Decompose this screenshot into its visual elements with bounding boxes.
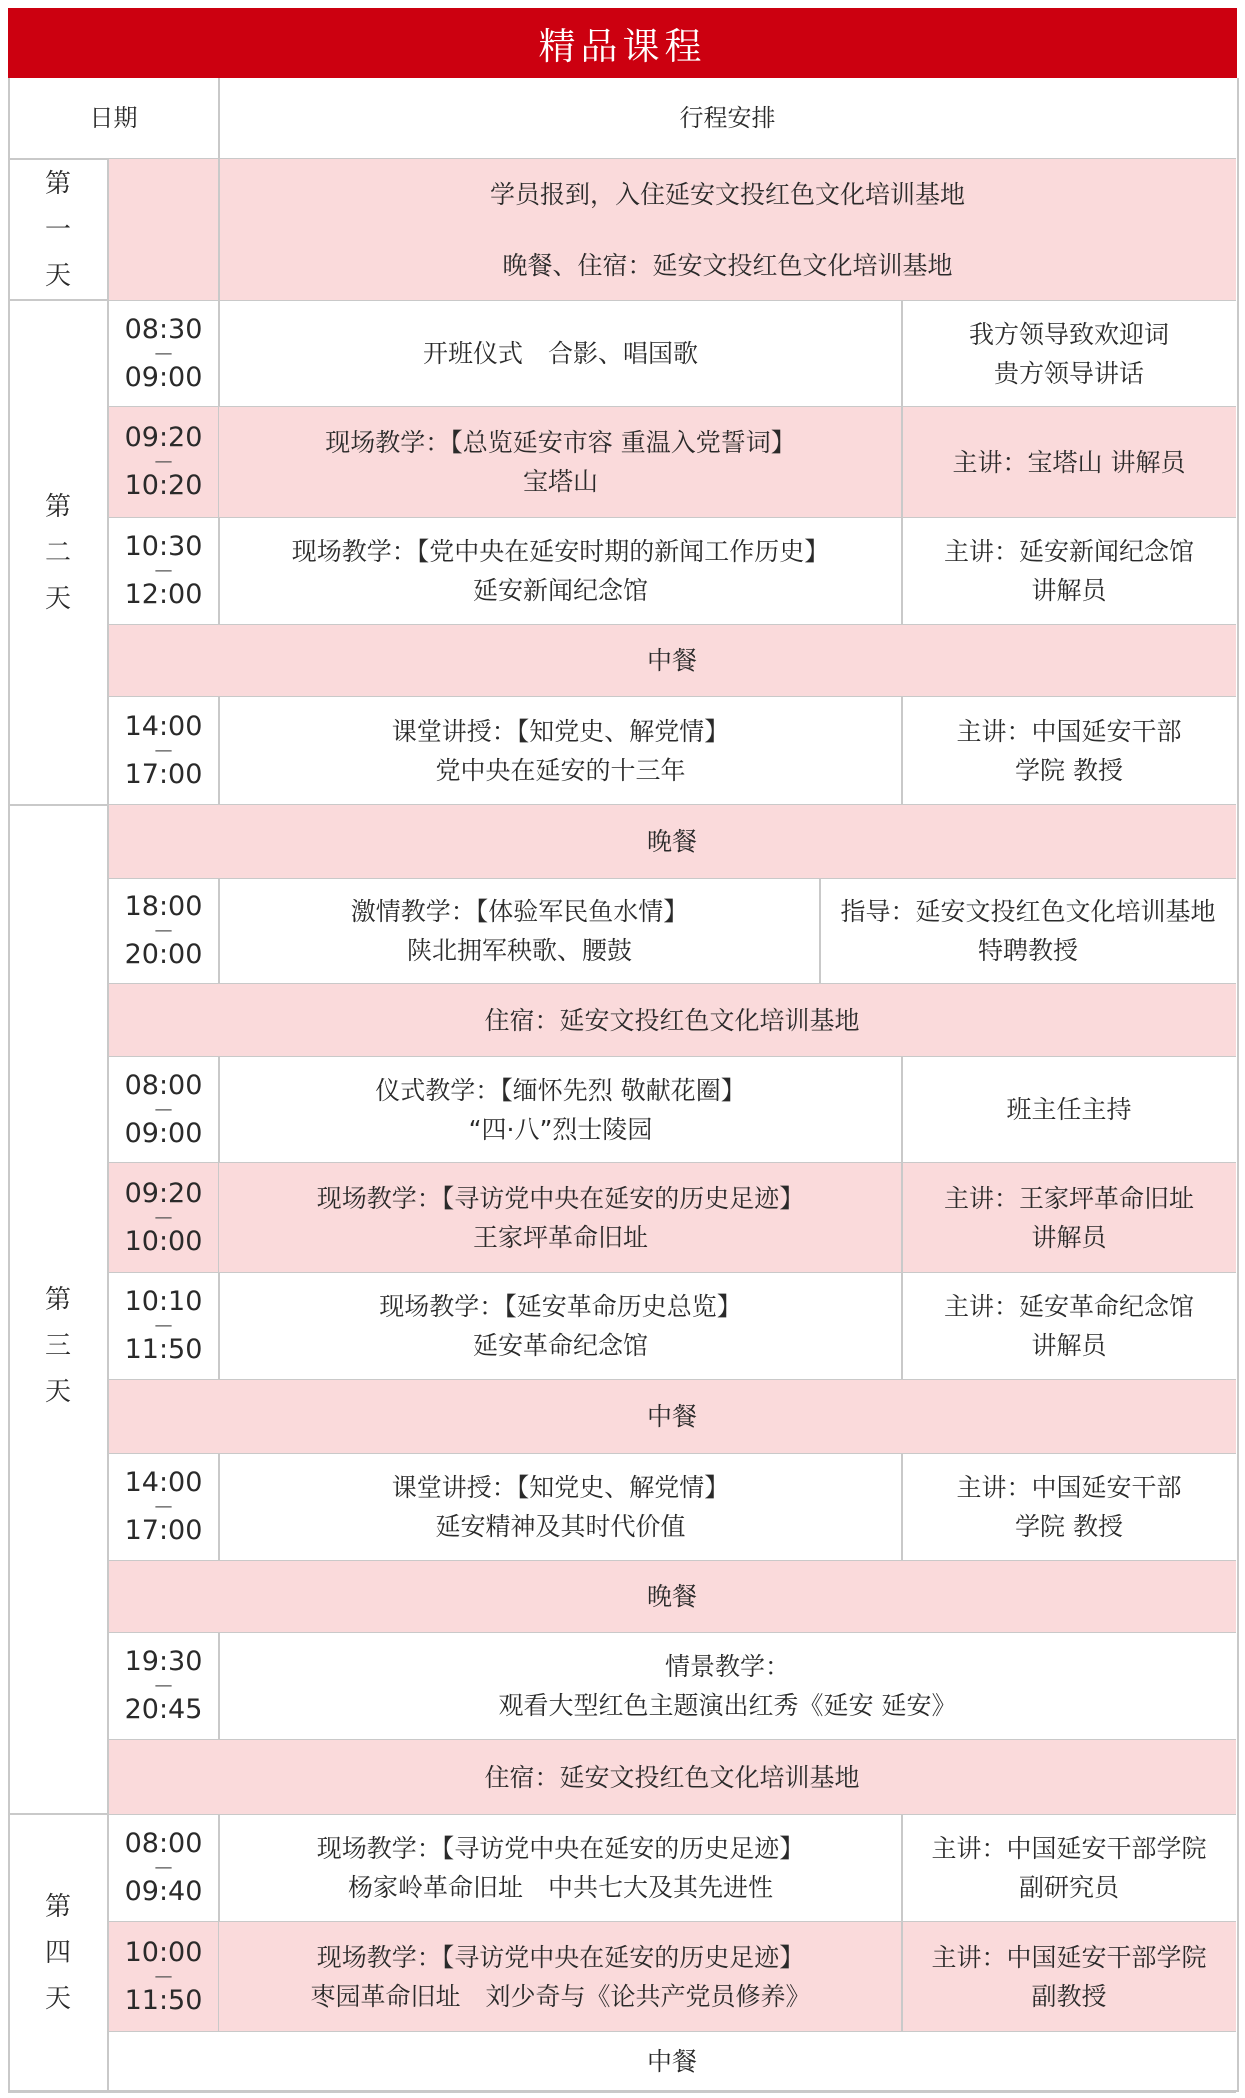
header-schedule-label: 行程安排	[679, 104, 776, 132]
grid-line	[107, 300, 109, 407]
grid-line	[901, 517, 903, 625]
activity-line: 住宿：延安文投红色文化培训基地	[484, 1005, 860, 1035]
speaker-line: 主讲：宝塔山 讲解员	[952, 447, 1186, 477]
time-line: —	[154, 342, 173, 364]
grid-line	[107, 984, 109, 1056]
activity-line: 延安新闻纪念馆	[472, 576, 648, 605]
time-cell	[108, 300, 219, 407]
grid-line	[107, 696, 109, 805]
grid-line	[107, 517, 109, 625]
speaker-cell	[902, 1453, 1236, 1561]
speaker-line: 指导：延安文投红色文化培训基地	[840, 897, 1216, 926]
grid-line	[107, 1272, 109, 1380]
time-cell	[108, 696, 219, 805]
grid-line	[107, 1814, 109, 1922]
time-line: 08:00	[124, 1828, 203, 1859]
day-label-char: 三	[44, 1331, 71, 1361]
time-line: 10:30	[124, 531, 203, 562]
activity-line: 现场教学：【寻访党中央在延安的历史足迹】	[316, 1183, 805, 1213]
time-line: 14:00	[124, 1467, 203, 1498]
grid-line	[218, 78, 220, 159]
activity-line: 现场教学：【总览延安市容 重温入党誓词】	[325, 428, 796, 457]
time-line: 09:20	[124, 422, 203, 453]
activity-line: 中餐	[646, 1402, 697, 1431]
activity-line: 观看大型红色主题演出红秀《延安 延安》	[498, 1691, 957, 1720]
day-label	[8, 300, 108, 805]
speaker-cell	[902, 407, 1236, 517]
grid-line	[901, 1453, 903, 1561]
speaker-line: 特聘教授	[977, 936, 1078, 965]
activity-line: 课堂讲授：【知党史、解党情】	[391, 716, 730, 746]
time-cell	[108, 1453, 219, 1561]
time-line: —	[154, 1098, 173, 1120]
grid-line	[218, 159, 220, 230]
speaker-cell	[902, 1163, 1236, 1272]
time-cell-empty	[108, 230, 219, 300]
speaker-line: 班主任主持	[1006, 1095, 1132, 1124]
speaker-line: 主讲：中国延安干部学院	[931, 1942, 1207, 1972]
time-cell	[108, 1163, 219, 1272]
grid-line	[901, 1163, 903, 1272]
speaker-cell	[902, 696, 1236, 805]
activity-line: 现场教学：【党中央在延安时期的新闻工作历史】	[291, 537, 830, 566]
time-line: 11:50	[124, 1984, 203, 2016]
day-label-char: 第	[44, 1285, 71, 1315]
activity-line: 课堂讲授：【知党史、解党情】	[391, 1473, 730, 1502]
speaker-line: 副研究员	[1018, 1873, 1119, 1902]
time-line: 08:00	[124, 1069, 203, 1101]
grid-line	[107, 1561, 109, 1632]
activity-line: 情景教学：	[664, 1652, 790, 1681]
grid-line	[901, 696, 903, 805]
day-label-char: 第	[44, 168, 71, 199]
activity-cell	[219, 1814, 902, 1922]
time-line: —	[154, 1965, 173, 1987]
speaker-cell	[902, 1922, 1236, 2031]
activity-cell	[219, 696, 902, 805]
grid-line	[107, 625, 109, 696]
activity-cell	[219, 1272, 902, 1380]
activity-line: “四·八”烈士陵园	[468, 1114, 653, 1144]
time-line: —	[154, 451, 173, 472]
time-line: 10:00	[124, 1225, 203, 1257]
activity-cell	[219, 1056, 902, 1163]
time-line: 09:40	[124, 1876, 203, 1907]
speaker-line: 学院 教授	[1015, 755, 1123, 785]
grid-line	[218, 230, 220, 300]
speaker-line: 副教授	[1031, 1981, 1107, 2011]
speaker-line: 讲解员	[1031, 576, 1107, 605]
activity-line: 中餐	[646, 2047, 697, 2076]
activity-cell	[219, 517, 902, 625]
time-line: —	[154, 1857, 173, 1878]
speaker-cell	[902, 300, 1236, 407]
time-line: —	[154, 1675, 173, 1696]
time-line: 10:10	[124, 1286, 203, 1317]
activity-line: 现场教学：【寻访党中央在延安的历史足迹】	[316, 1834, 805, 1863]
speaker-line: 我方领导致欢迎词	[968, 319, 1169, 349]
day-label-char: 第	[44, 1892, 71, 1922]
grid-line	[107, 1453, 109, 1561]
speaker-line: 主讲：中国延安干部	[956, 1473, 1182, 1502]
grid-line	[107, 1632, 109, 1740]
day-label-char: 天	[44, 260, 71, 291]
activity-cell	[219, 1632, 1236, 1740]
speaker-line: 学院 教授	[1015, 1512, 1123, 1541]
time-line: —	[154, 920, 173, 941]
time-line: 09:20	[124, 1177, 203, 1209]
grid-line	[107, 2031, 109, 2092]
header-date-label: 日期	[89, 104, 138, 132]
activity-cell	[219, 1163, 902, 1272]
time-line: 18:00	[124, 891, 203, 922]
speaker-line: 主讲：延安新闻纪念馆	[943, 537, 1194, 566]
activity-cell	[108, 1561, 1236, 1632]
page-title: 精品课程	[8, 8, 1237, 78]
activity-line: 陕北拥军秧歌、腰鼓	[406, 936, 632, 965]
grid-line	[901, 1272, 903, 1380]
activity-cell	[219, 878, 820, 984]
activity-line: 现场教学：【延安革命历史总览】	[379, 1292, 742, 1321]
time-line: 14:00	[124, 710, 203, 742]
activity-cell	[108, 1380, 1236, 1453]
time-cell	[108, 407, 219, 517]
activity-cell	[219, 407, 902, 517]
activity-cell	[108, 805, 1236, 878]
activity-line: 晚餐、住宿：延安文投红色文化培训基地	[502, 250, 953, 280]
activity-line: 开班仪式 合影、唱国歌	[422, 339, 698, 368]
activity-cell	[219, 230, 1236, 300]
time-cell	[108, 517, 219, 625]
grid-line	[107, 878, 109, 984]
time-cell	[108, 1272, 219, 1380]
speaker-line: 讲解员	[1031, 1331, 1107, 1360]
activity-cell	[219, 1453, 902, 1561]
grid-line	[107, 805, 109, 878]
speaker-line: 主讲：中国延安干部学院	[931, 1834, 1207, 1863]
activity-line: 中餐	[646, 646, 697, 675]
grid-line	[901, 300, 903, 407]
time-line: 20:00	[124, 939, 203, 970]
time-line: —	[154, 1206, 173, 1228]
time-line: —	[154, 1315, 173, 1336]
grid-line	[107, 1056, 109, 1163]
time-line: 10:00	[124, 1936, 203, 1968]
activity-line: 激情教学：【体验军民鱼水情】	[350, 897, 689, 926]
header-schedule	[219, 78, 1236, 159]
speaker-cell	[902, 1814, 1236, 1922]
activity-cell	[108, 984, 1236, 1056]
activity-line: 枣园革命旧址 刘少奇与《论共产党员修养》	[310, 1981, 811, 2011]
time-cell	[108, 1922, 219, 2031]
activity-line: 王家坪革命旧址	[472, 1222, 648, 1252]
time-line: —	[154, 560, 173, 581]
speaker-line: 主讲：中国延安干部	[956, 716, 1182, 746]
grid-line	[107, 1163, 109, 1272]
activity-line: 杨家岭革命旧址 中共七大及其先进性	[347, 1873, 773, 1902]
grid-line	[107, 1922, 109, 2031]
grid-line	[901, 1814, 903, 1922]
time-cell-empty	[108, 159, 219, 230]
grid-line	[819, 878, 821, 984]
activity-cell	[108, 625, 1236, 696]
time-line: 08:30	[124, 313, 203, 345]
activity-line: 延安革命纪念馆	[472, 1331, 648, 1360]
day-label-char: 四	[44, 1938, 71, 1968]
grid-line	[107, 1380, 109, 1453]
time-line: 17:00	[124, 1515, 203, 1546]
speaker-line: 主讲：王家坪革命旧址	[943, 1183, 1194, 1213]
activity-line: 现场教学：【寻访党中央在延安的历史足迹】	[316, 1942, 805, 1972]
activity-cell	[219, 159, 1236, 230]
speaker-cell	[902, 1056, 1236, 1163]
time-line: 12:00	[124, 579, 203, 610]
time-line: 20:45	[124, 1694, 203, 1725]
grid-line	[107, 1740, 109, 1814]
time-line: 17:00	[124, 758, 203, 790]
activity-line: 住宿：延安文投红色文化培训基地	[484, 1762, 860, 1792]
grid-line	[107, 230, 109, 300]
activity-line: 晚餐	[646, 1582, 697, 1611]
time-cell	[108, 1632, 219, 1740]
time-cell	[108, 1814, 219, 1922]
day-label-char: 一	[44, 214, 71, 245]
speaker-cell	[902, 517, 1236, 625]
speaker-line: 主讲：延安革命纪念馆	[943, 1292, 1194, 1321]
activity-line: 延安精神及其时代价值	[435, 1512, 686, 1541]
time-line: 19:30	[124, 1646, 203, 1677]
grid-line	[901, 1922, 903, 2031]
activity-line: 宝塔山	[522, 467, 598, 496]
time-line: 09:00	[124, 1117, 203, 1149]
activity-line: 晚餐	[646, 827, 697, 856]
speaker-cell	[902, 1272, 1236, 1380]
header-date	[8, 78, 219, 159]
activity-cell	[108, 1740, 1236, 1814]
day-label-char: 第	[44, 491, 71, 522]
time-line: 09:00	[124, 361, 203, 393]
day-label-char: 天	[44, 583, 71, 614]
activity-line: 仪式教学：【缅怀先烈 敬献花圈】	[375, 1075, 746, 1105]
day-label-char: 二	[44, 537, 71, 568]
speaker-line: 讲解员	[1031, 1222, 1107, 1252]
activity-line: 学员报到，入住延安文投红色文化培训基地	[489, 180, 965, 209]
time-line: 10:20	[124, 470, 203, 501]
day-label	[8, 1814, 108, 2092]
speaker-line: 贵方领导讲话	[993, 358, 1144, 388]
time-line: —	[154, 1496, 173, 1517]
time-line: 11:50	[124, 1334, 203, 1365]
activity-cell	[108, 2031, 1236, 2092]
day-label-char: 天	[44, 1984, 71, 2014]
activity-line: 党中央在延安的十三年	[435, 755, 686, 785]
activity-cell	[219, 1922, 902, 2031]
time-cell	[108, 1056, 219, 1163]
time-line: —	[154, 739, 173, 761]
speaker-cell	[820, 878, 1236, 984]
grid-line	[107, 407, 109, 517]
grid-line	[107, 159, 109, 230]
activity-cell	[219, 300, 902, 407]
grid-line	[901, 407, 903, 517]
grid-line	[901, 1056, 903, 1163]
day-label	[8, 878, 108, 1814]
day-label-char: 天	[44, 1377, 71, 1407]
day-label	[8, 159, 108, 300]
time-cell	[108, 878, 219, 984]
